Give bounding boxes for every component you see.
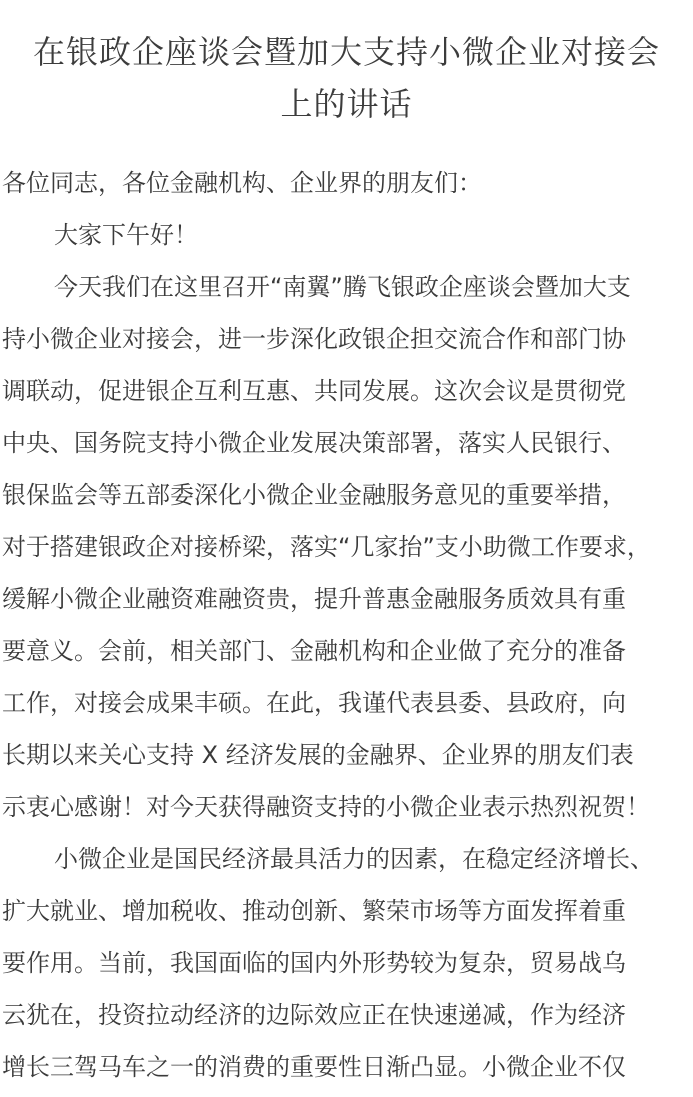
document-title-line-1: 在银政企座谈会暨加大支持小微企业对接会 <box>32 33 660 71</box>
paragraph-2-line-1: 小微企业是国民经济最具活力的因素，在稳定经济增长、 <box>54 845 654 873</box>
paragraph-1-line-11: 示衷心感谢！对今天获得融资支持的小微企业表示热烈祝贺！ <box>2 793 650 821</box>
paragraph-1-line-9: 工作，对接会成果丰硕。在此，我谨代表县委、县政府，向 <box>2 689 626 717</box>
paragraph-1-line-7: 缓解小微企业融资难融资贵，提升普惠金融服务质效具有重 <box>2 585 626 613</box>
paragraph-1-line-10: 长期以来关心支持 X 经济发展的金融界、企业界的朋友们表 <box>2 741 634 769</box>
paragraph-1-line-2: 持小微企业对接会，进一步深化政银企担交流合作和部门协 <box>2 325 626 353</box>
paragraph-2-line-4: 云犹在，投资拉动经济的边际效应正在快速递减，作为经济 <box>2 1001 626 1029</box>
paragraph-1-line-5: 银保监会等五部委深化小微企业金融服务意见的重要举措， <box>2 481 626 509</box>
paragraph-2-line-2: 扩大就业、增加税收、推动创新、繁荣市场等方面发挥着重 <box>2 897 626 925</box>
greeting: 大家下午好！ <box>54 221 198 249</box>
paragraph-1-line-6: 对于搭建银政企对接桥梁，落实“几家抬”支小助微工作要求， <box>2 533 651 561</box>
paragraph-1-line-1: 今天我们在这里召开“南翼”腾飞银政企座谈会暨加大支 <box>54 273 631 301</box>
salutation: 各位同志，各位金融机构、企业界的朋友们： <box>2 169 482 197</box>
paragraph-2-line-3: 要作用。当前，我国面临的国内外形势较为复杂，贸易战乌 <box>2 949 626 977</box>
paragraph-1-line-4: 中央、国务院支持小微企业发展决策部署，落实人民银行、 <box>2 429 626 457</box>
paragraph-1-line-3: 调联动，促进银企互利互惠、共同发展。这次会议是贯彻党 <box>2 377 626 405</box>
paragraph-1-line-8: 要意义。会前，相关部门、金融机构和企业做了充分的准备 <box>2 637 626 665</box>
paragraph-2-line-5: 增长三驾马车之一的消费的重要性日渐凸显。小微企业不仅 <box>2 1053 626 1081</box>
document-title-line-2: 上的讲话 <box>280 85 413 123</box>
